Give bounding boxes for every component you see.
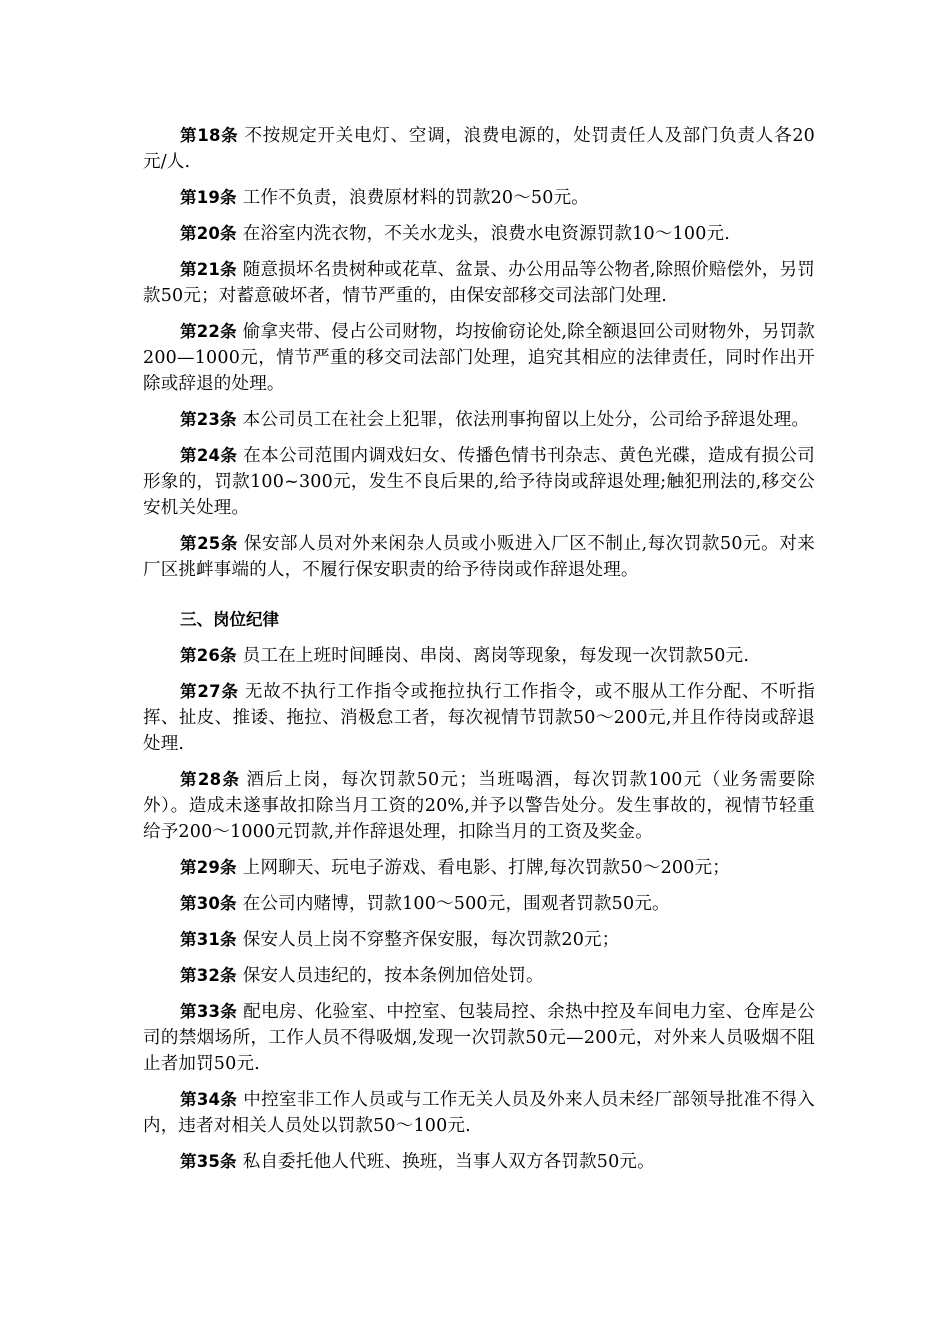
- article-35: [143, 1149, 815, 1175]
- article-25: [143, 531, 815, 583]
- article-22: [143, 319, 815, 397]
- article-number: 第21条: [180, 260, 237, 279]
- article-number: 第29条: [180, 858, 237, 877]
- article-31: [143, 927, 815, 953]
- article-number: 第34条: [180, 1090, 238, 1109]
- article-text: 偷拿夹带、侵占公司财物，均按偷窃论处,除全额退回公司财物外，另罚款200—1000元，情节严重的移交司法部门处理，追究其相应的法律责任，同时作出开除或辞退的处理。: [143, 322, 815, 394]
- article-text: 保安人员违纪的，按本条例加倍处罚。: [242, 966, 544, 986]
- article-number: 第26条: [180, 646, 237, 665]
- section-heading: 三、岗位纪律: [180, 610, 279, 629]
- article-text: 私自委托他人代班、换班，当事人双方各罚款50元。: [242, 1152, 655, 1172]
- article-number: 第19条: [180, 188, 237, 207]
- article-30: [143, 891, 815, 917]
- article-19: [143, 185, 815, 211]
- article-27: [143, 679, 815, 757]
- article-text: 在本公司范围内调戏妇女、传播色情书刊杂志、黄色光碟，造成有损公司形象的，罚款100~300元，发生不良后果的,给予待岗或辞退处理;触犯刑法的,移交公安机关处理。: [143, 446, 815, 518]
- article-20: [143, 221, 815, 247]
- article-23: [143, 407, 815, 433]
- article-21: [143, 257, 815, 309]
- article-32: [143, 963, 815, 989]
- article-text: 保安部人员对外来闲杂人员或小贩进入厂区不制止,每次罚款50元。对来厂区挑衅事端的人，不履行保安职责的给予待岗或作辞退处理。: [143, 534, 815, 580]
- article-text: 配电房、化验室、中控室、包装局控、余热中控及车间电力室、仓库是公司的禁烟场所，工作人员不得吸烟,发现一次罚款50元—200元，对外来人员吸烟不阻止者加罚50元.: [143, 1002, 815, 1074]
- article-text: 工作不负责，浪费原材料的罚款20～50元。: [242, 188, 590, 208]
- article-number: 第18条: [180, 126, 239, 145]
- article-text: 保安人员上岗不穿整齐保安服，每次罚款20元；: [242, 930, 620, 950]
- article-number: 第24条: [180, 446, 238, 465]
- article-text: 在浴室内洗衣物，不关水龙头，浪费水电资源罚款10～100元.: [242, 224, 730, 244]
- article-number: 第25条: [180, 534, 238, 553]
- article-26: [143, 643, 815, 669]
- article-28: [143, 767, 815, 845]
- document-body: [143, 123, 815, 1185]
- article-text: 中控室非工作人员或与工作无关人员及外来人员未经厂部领导批准不得入内，违者对相关人员处以罚款50～100元.: [143, 1090, 815, 1136]
- article-text: 无故不执行工作指令或拖拉执行工作指令，或不服从工作分配、不听指挥、扯皮、推诿、拖拉、消极怠工者，每次视情节罚款50～200元,并且作待岗或辞退处理.: [143, 682, 815, 754]
- article-text: 不按规定开关电灯、空调，浪费电源的，处罚责任人及部门负责人各20元/人.: [143, 126, 815, 172]
- article-text: 随意损坏名贵树种或花草、盆景、办公用品等公物者,除照价赔偿外，另罚款50元；对蓄意破坏者，情节严重的，由保安部移交司法部门处理.: [143, 260, 815, 306]
- article-number: 第22条: [180, 322, 237, 341]
- article-number: 第28条: [180, 770, 241, 789]
- article-text: 酒后上岗，每次罚款50元；当班喝酒，每次罚款100元（业务需要除外）。造成未遂事故扣除当月工资的20%,并予以警告处分。发生事故的，视情节轻重给予200～1000元罚款,并作辞退处理，扣除当月的工资及奖金。: [143, 770, 815, 842]
- article-33: [143, 999, 815, 1077]
- article-number: 第23条: [180, 410, 237, 429]
- article-number: 第30条: [180, 894, 237, 913]
- article-number: 第31条: [180, 930, 237, 949]
- article-number: 第35条: [180, 1152, 237, 1171]
- article-number: 第27条: [180, 682, 239, 701]
- article-text: 在公司内赌博，罚款100～500元，围观者罚款50元。: [242, 894, 670, 914]
- article-text: 上网聊天、玩电子游戏、看电影、打牌,每次罚款50～200元；: [242, 858, 730, 878]
- article-29: [143, 855, 815, 881]
- article-18: [143, 123, 815, 175]
- article-text: 本公司员工在社会上犯罪，依法刑事拘留以上处分，公司给予辞退处理。: [242, 410, 810, 430]
- article-number: 第32条: [180, 966, 237, 985]
- article-text: 员工在上班时间睡岗、串岗、离岗等现象，每发现一次罚款50元.: [242, 646, 750, 666]
- article-number: 第33条: [180, 1002, 238, 1021]
- article-number: 第20条: [180, 224, 237, 243]
- article-34: [143, 1087, 815, 1139]
- article-24: [143, 443, 815, 521]
